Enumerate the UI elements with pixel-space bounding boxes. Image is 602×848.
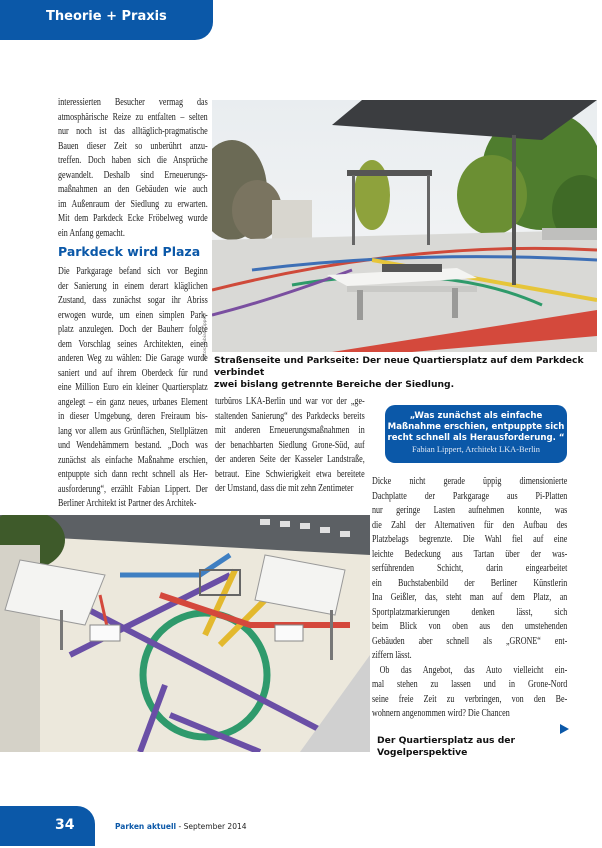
text-line: der Umstand, dass die mit zehn Zentimeter xyxy=(215,483,354,494)
text-line: in dieser Umgebung, deren Freiraum bis- xyxy=(58,411,208,422)
text-line: turbüros LKA-Berlin und war vor der „ge- xyxy=(215,396,365,407)
text-line: dem Vorschlag seines Architekten, einen xyxy=(58,338,208,350)
text-line: beim Blick von oben aus den umstehenden xyxy=(372,621,568,632)
text-line: nur geringe Lasten aufnehmen konnte, was xyxy=(372,505,568,516)
text-line: maßnahmen an den Gebäuden wie auch xyxy=(58,184,208,195)
text-line: der benachbarten Siedlung Grone-Süd, auf xyxy=(215,439,365,451)
text-line: nur noch ist das alltäglich-pragmatische xyxy=(58,126,208,137)
photo-credit: Fotos: Fabian Lippert xyxy=(203,313,208,360)
text-line: zunächst als einfache Maßnahme erschien, xyxy=(58,454,208,466)
right-column-paragraph-2 xyxy=(372,664,567,722)
text-line: gewandelt. Deshalb sind Erneuerungs- xyxy=(58,169,208,181)
text-line: atmosphärische Reize zu entfalten – selten xyxy=(58,111,208,123)
text-line: Zustand, dass zunächst sogar ihr Abriss xyxy=(58,295,208,306)
text-line: Dicke nicht gerade üppig dimensionierte xyxy=(372,476,568,487)
continue-arrow-icon xyxy=(560,724,569,734)
issue-date: September 2014 xyxy=(183,822,247,831)
text-line: Die Parkgarage befand sich vor Beginn xyxy=(58,266,208,277)
caption-line: Der Quartiersplatz aus der xyxy=(377,735,516,746)
quote-line: recht schnell als Herausforderung. “ xyxy=(387,433,565,443)
text-line: lang vor allem aus Grünflächen, Stellplätzen xyxy=(58,425,208,437)
text-line: angelegt – ein ganz neues, urbanes Element xyxy=(58,396,208,408)
quote-text xyxy=(385,411,567,444)
text-line: ausforderung“, erzählt Fabian Lippert. Der xyxy=(58,483,208,495)
text-line: staltenden Sanierung“ des Parkdecks bereits xyxy=(215,410,365,422)
building xyxy=(272,200,312,240)
separator: - xyxy=(176,822,184,831)
text-line: der anderen Seite der Kasseler Landstraße, xyxy=(215,454,365,465)
caption-line: Straßenseite und Parkseite: Der neue Quartiersplatz auf dem Parkdeck verbindet xyxy=(214,355,584,378)
quote-line: Maßnahme erschien, entpuppte sich xyxy=(387,422,565,432)
caption-line: Vogelperspektive xyxy=(377,747,468,758)
pull-quote xyxy=(385,405,567,463)
text-line: entpuppte sich dann recht schnell als Her- xyxy=(58,469,208,480)
text-line: Sportplatzmarkierungen denken lässt, sich xyxy=(372,606,568,618)
quote-line: „Was zunächst als einfache xyxy=(409,411,543,421)
text-line: platz anzulegen. Doch der Bauherr folgte xyxy=(58,324,208,335)
bottom-photo-aerial xyxy=(0,515,370,752)
middle-column-text xyxy=(215,395,365,497)
page-number: 34 xyxy=(55,817,75,833)
top-photo-caption xyxy=(214,355,602,391)
quote-attribution: Fabian Lippert, Architekt LKA-Berlin xyxy=(412,445,540,454)
text-line: interessierten Besucher vermag das xyxy=(58,97,208,108)
page-number-tab xyxy=(0,806,95,846)
text-line: seine freie Zeit zu verbringen, von den Be- xyxy=(372,693,568,705)
text-line: im Außenraum der Siedlung zu erwarten. xyxy=(58,198,208,210)
text-line: Platzbelags begrenzte. Die Wahl fiel auf eine xyxy=(372,534,568,545)
text-line: leichte Bedeckung aus Tartan über der was- xyxy=(372,548,568,560)
text-line: Bauen dieser Zeit so unberührt anzu- xyxy=(58,140,208,152)
text-line: ein Anfang gemacht. xyxy=(58,227,125,239)
bottom-photo-caption xyxy=(377,735,515,759)
right-column-paragraph-1 xyxy=(372,475,567,664)
subheading: Parkdeck wird Plaza xyxy=(58,244,201,259)
text-line: Gebäuden aber schnell als „GRONE“ ent- xyxy=(372,635,568,647)
text-line: erwogen wurde, um einen simplen Park- xyxy=(58,309,208,321)
text-line: und Wendehämmern bestand. „Doch was xyxy=(58,440,208,451)
text-line: mit anderen Erneuerungsmaßnahmen in xyxy=(215,425,365,436)
text-line: serführenden Schicht, darin eingearbeitet xyxy=(372,563,568,574)
text-line: wohnern angenommen wird? Die Chancen xyxy=(372,708,510,719)
text-line: der Sanierung in einem derart kläglichen xyxy=(58,280,208,292)
text-line: Berliner Architekt ist Partner des Architek- xyxy=(58,498,197,509)
text-line: die Zahl der Alternativen für den Aufbau des xyxy=(372,519,568,531)
caption-line: zwei bislang getrennte Bereiche der Siedlung. xyxy=(214,379,455,390)
text-line: mal stehen zu lassen und in Grone-Nord xyxy=(372,679,568,690)
section-header-tab xyxy=(0,0,213,40)
text-line: Ina Geißler, das, steht man auf dem Platz, an xyxy=(372,592,568,603)
text-line: Mit dem Parkdeck Ecke Fröbelweg wurde xyxy=(58,213,208,224)
text-line: betraut. Eine Schwierigkeit etwa bereitete xyxy=(215,468,365,480)
text-line: anderen Weg zu wählen: Die Garage wurde xyxy=(58,353,208,364)
text-line: Ob das Angebot, das Auto vielleicht ein- xyxy=(379,664,568,676)
footer-text xyxy=(115,822,247,831)
text-line: ziffern lässt. xyxy=(372,650,412,661)
text-line: ein Buchstabenbild der Berliner Künstlerin xyxy=(372,577,568,589)
text-line: saniert und auf ihrem Oberdeck für rund xyxy=(58,367,208,379)
text-line: Dachplatte der Parkgarage aus Pi-Platten xyxy=(372,490,568,502)
text-line: eine Million Euro ein kleiner Quartiersplatz xyxy=(58,382,208,393)
magazine-name: Parken aktuell xyxy=(115,822,177,831)
text-line: treffen. Doch haben sich die Ansprüche xyxy=(58,155,208,166)
top-photo-plaza xyxy=(212,100,597,352)
left-column-paragraph-2 xyxy=(58,265,208,512)
section-title: Theorie + Praxis xyxy=(46,9,167,24)
left-column-paragraph-1 xyxy=(58,96,208,241)
